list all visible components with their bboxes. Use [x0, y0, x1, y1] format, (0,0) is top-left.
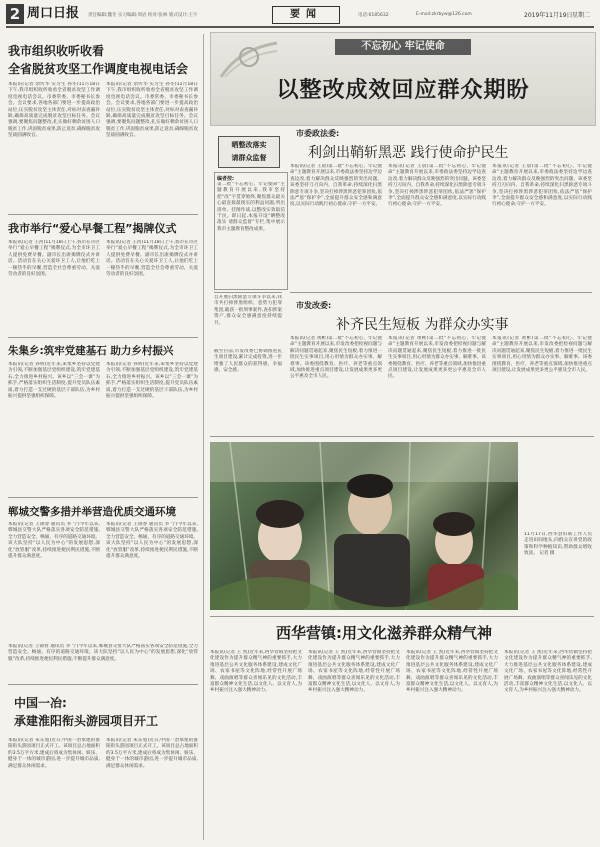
story5-headline-line1: 中国一冶:	[14, 696, 67, 710]
sub2-body-col3: 本报讯(记者 黄彬)第二批“不忘初心、牢记使命”主题教育开展以来,市发改委把检视问题与解决问题贯通起来,聚焦民生短板,着力推进一批民生实事项目,用心用情为群众办实事、解难事。该委围绕教育、医疗、养老等重点领域,加快推进重点项目建设,让发展成果更多更公平惠及全市人民。	[492, 336, 592, 374]
story3-headline: 朱集乡:筑牢党建基石 助力乡村振兴	[8, 345, 174, 357]
story2-headline: 我市举行“爱心早餐工程”揭牌仪式	[8, 222, 177, 235]
sub2-headline: 补齐民生短板 为群众办实事	[336, 317, 509, 333]
story6-body: 本报讯(记者 王 凯)近年来,西华营镇坚持把文化建设作为提升群众精气神的重要抓手,大力推进基层公共文化服务体系建设,建成文化广场、农家书屋等文化阵地,经常性开展广场舞、戏曲演唱等群众喜闻乐见的文化活动,丰富群众精神文化生活,以文化人、以文育人,为乡村振兴注入强大精神动力。	[210, 650, 302, 694]
story1-body-col2: 本报讯(记者 余传华 实习生 孙冬)11月18日下午,我市组织收听收看全省脱贫攻坚工作调度电视电话会议。市委常委、市委秘书长参会。会议要求,各地各部门要进一步提高政治站位,压实脱贫攻坚主体责任,对标对表查漏补缺,确保高质量完成脱贫攻坚目标任务。会议强调,要聚焦问题整改,扎实做好剩余贫困人口脱贫工作,巩固脱贫成果,防止返贫,确保脱贫攻坚战圆满收官。	[106, 82, 198, 139]
sub1-aside-text: 自开展扫黑除恶专项斗争以来,我市共打掉涉黑组织、恶势力犯罪集团,破获一批刑事案件,查扣涉案资产,群众安全感满意度持续提升。	[214, 295, 282, 326]
sub1-aside	[214, 292, 282, 405]
sub2-label: 市发改委:	[296, 301, 332, 310]
story1-body: 本报讯(记者 余传华 实习生 孙冬)11月18日下午,我市组织收听收看全省脱贫攻坚工作调度电视电话会议。市委常委、市委秘书长参会。会议要求,各地各部门要进一步提高政治站位,压实脱贫攻坚主体责任,对标对表查漏补缺,确保高质量完成脱贫攻坚目标任务。会议强调,要聚焦问题整改,扎实做好剩余贫困人口脱贫工作,巩固脱贫成果,防止返贫,确保脱贫攻坚战圆满收官。	[8, 82, 100, 139]
story1-headline-line1: 我市组织收听收看	[8, 44, 105, 58]
story5-body-col2: 本报讯(记者 朱东旭)近日,中国一冶承建的淮阳衔头游园项目正式开工。该项目总占地面积约3.5万平方米,建成后将成为集休闲、娱乐、健身于一体的城市游园,进一步提升城市品质,满足群众休闲需求。	[106, 738, 198, 769]
banner	[210, 32, 596, 126]
masthead-info: 责任编辑:魏冬 实习编辑:周岩 校对:张林 版式设计:王宇	[88, 13, 198, 18]
sub1-headline: 利剑出鞘斩黑恶 践行使命护民生	[308, 145, 509, 161]
story2-body-col2: 本报讯(记者 王河)11月18日上午,我市在市区举行“爱心早餐工程”揭牌仪式,为全市环卫工人提供免费早餐。副市长出席揭牌仪式并讲话。活动旨在关心关爱环卫工人,让他们吃上一顿热乎的早餐,营造全社会尊重劳动、关爱劳动者的良好氛围。	[106, 240, 198, 278]
stamp-line1: 晒整改落实	[231, 141, 267, 149]
story6-body-col4: 本报讯(记者 王 凯)近年来,西华营镇坚持把文化建设作为提升群众精气神的重要抓手,大力推进基层公共文化服务体系建设,建成文化广场、农家书屋等文化阵地,经常性开展广场舞、戏曲演唱等群众喜闻乐见的文化活动,丰富群众精神文化生活,以文化人、以文育人,为乡村振兴注入强大精神动力。	[504, 650, 592, 694]
photo-caption: 11月17日,西华县妇联工作人员走进田间地头,向群众宣讲党的政策和科学种植知识,帮助群众增收致富。 记者 摄	[524, 532, 592, 557]
story4-body: 本报讯(记者 王锦春 通讯员 李 宁)今年以来,郸城县交警大队严格落实各项安全防范措施,全力营造安全、畅通、有序的道路交通环境。该大队坚持“以人民为中心”的发展思想,深化“放管服”改革,持续推进便民利民措施,不断提升群众满意度。	[8, 522, 100, 560]
banner-tagline: 不忘初心 牢记使命	[335, 39, 471, 55]
story2-body: 本报讯(记者 王河)11月18日上午,我市在市区举行“爱心早餐工程”揭牌仪式,为全市环卫工人提供免费早餐。副市长出席揭牌仪式并讲话。活动旨在关心关爱环卫工人,让他们吃上一顿热乎的早餐,营造全社会尊重劳动、关爱劳动者的良好氛围。	[8, 240, 100, 278]
section-label: 要闻	[272, 6, 340, 24]
story1-headline-line2: 全省脱贫攻坚工作调度电视电话会	[8, 62, 189, 76]
story5-headline-line2: 承建淮阳衔头游园项目开工	[14, 714, 159, 728]
story4-body-col3: 本报讯(记者 王锦春 通讯员 李 宁)今年以来,郸城县交警大队严格落实各项安全防范措施,全力营造安全、畅通、有序的道路交通环境。该大队坚持“以人民为中心”的发展思想,深化“放管服”改革,持续推进便民利民措施,不断提升群众满意度。	[8, 644, 198, 662]
sub1-body-col3: 本报讯(记者 王晨)第二批“不忘初心、牢记使命”主题教育开展以来,市委政法委坚持边学边查边改,着力解决群众反映强烈的突出问题。该委坚持刀刃向内、自我革命,持续深化扫黑除恶专项斗争,坚决打掉涉黑涉恶犯罪团伙,依法严惩“保护伞”,全面提升群众安全感和满意度,以实际行动践行初心使命,守护一方平安。	[492, 164, 592, 208]
masthead	[6, 4, 594, 28]
issue-date: 2019年11月19日	[524, 12, 573, 19]
sub1-label: 市委政法委:	[296, 129, 340, 138]
sub2-body: 本报讯(记者 黄彬)第二批“不忘初心、牢记使命”主题教育开展以来,市发改委把检视问题与解决问题贯通起来,聚焦民生短板,着力推进一批民生实事项目,用心用情为群众办实事、解难事。该委围绕教育、医疗、养老等重点领域,加快推进重点项目建设,让发展成果更多更公平惠及全市人民。	[290, 336, 382, 380]
stamp-line2: 请群众监督	[231, 154, 267, 162]
column-stamp	[218, 136, 280, 168]
editor-note	[214, 172, 288, 290]
story3-body: 本报讯(记者 孙明)近年来,朱集乡坚持以党建为引领,不断加强基层党组织建设,筑牢党建基石,全力推进乡村振兴。该乡以“三会一课”为抓手,严格落实组织生活制度,提升党员队伍素质,着力打造一支过硬的基层干部队伍,为乡村振兴提供坚强组织保障。	[8, 362, 100, 400]
sub1-body: 本报讯(记者 王晨)第二批“不忘初心、牢记使命”主题教育开展以来,市委政法委坚持边学边查边改,着力解决群众反映强烈的突出问题。该委坚持刀刃向内、自我革命,持续深化扫黑除恶专项斗争,坚决打掉涉黑涉恶犯罪团伙,依法严惩“保护伞”,全面提升群众安全感和满意度,以实际行动践行初心使命,守护一方平安。	[290, 164, 382, 208]
banner-main-title: 以整改成效回应群众期盼	[276, 77, 530, 103]
sub2-aside-text: 截至目前,市发改委已协调推进民生项目建设,累计完成投资,进一步增强了人民群众的获得感、幸福感、安全感。	[214, 349, 282, 374]
story6-body-col2: 本报讯(记者 王 凯)近年来,西华营镇坚持把文化建设作为提升群众精气神的重要抓手,大力推进基层公共文化服务体系建设,建成文化广场、农家书屋等文化阵地,经常性开展广场舞、戏曲演唱等群众喜闻乐见的文化活动,丰富群众精神文化生活,以文化人、以文育人,为乡村振兴注入强大精神动力。	[308, 650, 400, 694]
sub1-body-col2: 本报讯(记者 王晨)第二批“不忘初心、牢记使命”主题教育开展以来,市委政法委坚持边学边查边改,着力解决群众反映强烈的突出问题。该委坚持刀刃向内、自我革命,持续深化扫黑除恶专项斗争,坚决打掉涉黑涉恶犯罪团伙,依法严惩“保护伞”,全面提升群众安全感和满意度,以实际行动践行初心使命,守护一方平安。	[388, 164, 486, 208]
email: E-mail:zkrbyw@126.com	[416, 12, 472, 17]
paper-name: 周口日报	[27, 6, 80, 21]
issue-weekday: 星期二	[572, 12, 591, 19]
editor-note-body: 第二批“不忘初心、牢记使命”主题教育开展以来,我市坚持把“改”字贯穿始终,聚焦群众最关心最直接最现实的利益问题,列出清单、挂图作战,以整改实效取信于民。即日起,本报开设“晒整改落实 请群众监督”专栏,集中展示我市主题教育整改成果。	[217, 182, 285, 232]
editor-note-label: 编者按:	[217, 176, 234, 182]
story4-body-col2: 本报讯(记者 王锦春 通讯员 李 宁)今年以来,郸城县交警大队严格落实各项安全防范措施,全力营造安全、畅通、有序的道路交通环境。该大队坚持“以人民为中心”的发展思想,深化“放管服”改革,持续推进便民利民措施,不断提升群众满意度。	[106, 522, 198, 560]
story4-headline: 郸城交警多措并举营造优质交通环境	[8, 506, 176, 518]
story5-body: 本报讯(记者 朱东旭)近日,中国一冶承建的淮阳衔头游园项目正式开工。该项目总占地面积约3.5万平方米,建成后将成为集休闲、娱乐、健身于一体的城市游园,进一步提升城市品质,满足群众休闲需求。	[8, 738, 100, 769]
sub2-body-col2: 本报讯(记者 黄彬)第二批“不忘初心、牢记使命”主题教育开展以来,市发改委把检视问题与解决问题贯通起来,聚焦民生短板,着力推进一批民生实事项目,用心用情为群众办实事、解难事。该委围绕教育、医疗、养老等重点领域,加快推进重点项目建设,让发展成果更多更公平惠及全市人民。	[388, 336, 486, 380]
hotline: 电话:6185632	[358, 13, 389, 18]
news-photo	[210, 442, 518, 610]
story3-body-col2: 本报讯(记者 孙明)近年来,朱集乡坚持以党建为引领,不断加强基层党组织建设,筑牢党建基石,全力推进乡村振兴。该乡以“三会一课”为抓手,严格落实组织生活制度,提升党员队伍素质,着力打造一支过硬的基层干部队伍,为乡村振兴提供坚强组织保障。	[106, 362, 198, 400]
page-number: 2	[6, 4, 24, 24]
story6-body-col3: 本报讯(记者 王 凯)近年来,西华营镇坚持把文化建设作为提升群众精气神的重要抓手,大力推进基层公共文化服务体系建设,建成文化广场、农家书屋等文化阵地,经常性开展广场舞、戏曲演唱等群众喜闻乐见的文化活动,丰富群众精神文化生活,以文化人、以文育人,为乡村振兴注入强大精神动力。	[406, 650, 498, 694]
story6-headline: 西华营镇:用文化滋养群众精气神	[276, 624, 493, 642]
